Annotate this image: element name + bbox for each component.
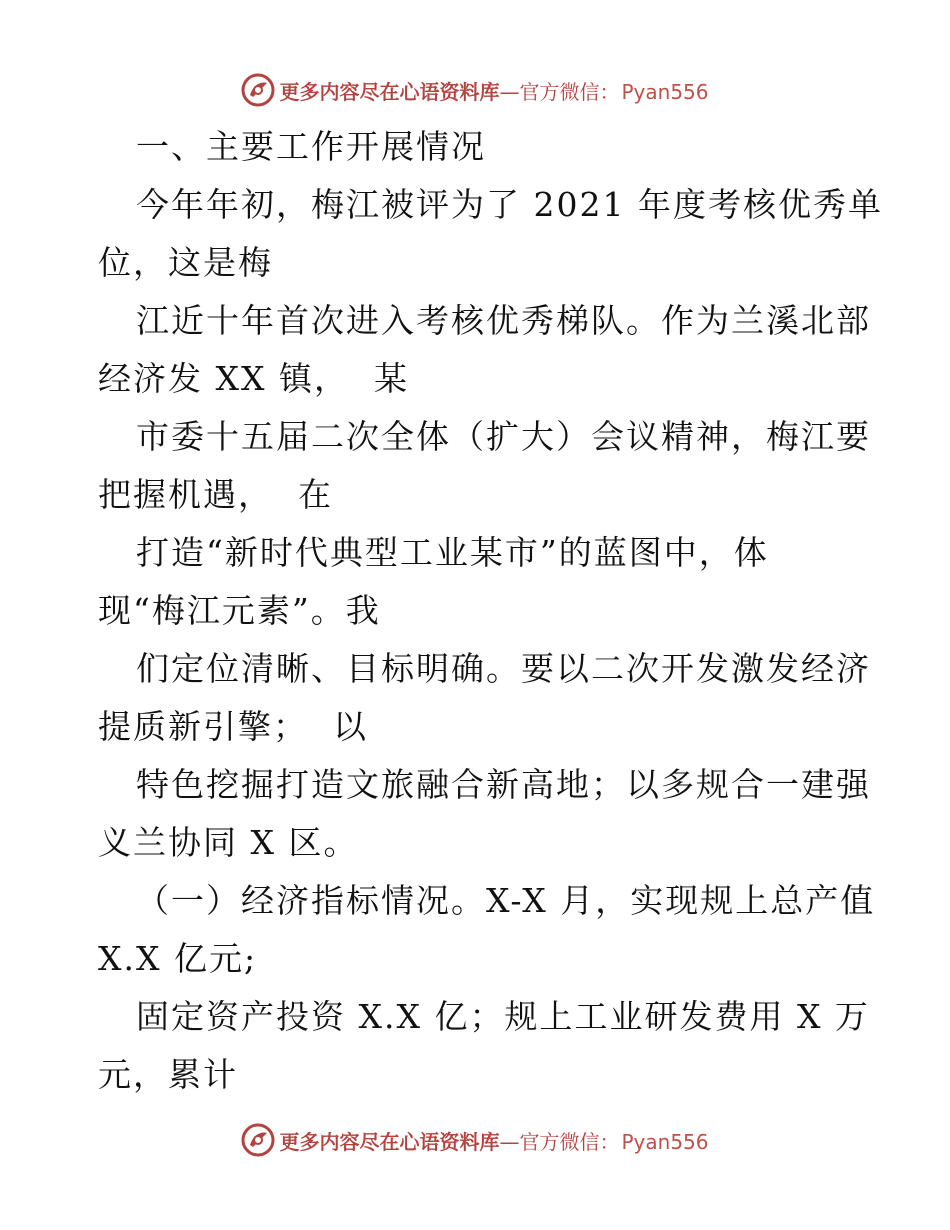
body-line: 义兰协同 X 区。	[98, 823, 359, 862]
body-line: 把握机遇， 在	[98, 475, 333, 514]
body-line: X.X 亿元;	[98, 939, 258, 978]
body-line: 固定资产投资 X.X 亿；规上工业研发费用 X 万	[136, 997, 870, 1036]
body-line: 一、主要工作开展情况	[136, 127, 486, 166]
logo-icon	[241, 73, 275, 107]
watermark-wechat-id: Pyan556	[621, 79, 709, 104]
body-line: 位，这是梅	[98, 243, 273, 282]
watermark-brand: 更多内容尽在心语资料库	[279, 79, 500, 104]
footer-watermark	[0, 1118, 950, 1162]
body-line: 经济发 XX 镇， 某	[98, 359, 409, 398]
watermark-text	[279, 76, 708, 105]
header-watermark	[0, 68, 950, 112]
body-line: 特色挖掘打造文旅融合新高地；以多规合一建强	[136, 765, 871, 804]
watermark-separator: —官方微信：	[499, 1129, 620, 1154]
watermark-text	[279, 1126, 708, 1155]
logo-icon	[241, 1123, 275, 1157]
body-line: 提质新引擎； 以	[98, 707, 368, 746]
body-line: 们定位清晰、目标明确。要以二次开发激发经济	[136, 649, 871, 688]
body-line: 市委十五届二次全体（扩大）会议精神，梅江要	[136, 417, 871, 456]
document-body	[98, 118, 883, 1104]
watermark-wechat-id: Pyan556	[621, 1129, 709, 1154]
body-line: 江近十年首次进入考核优秀梯队。作为兰溪北部	[136, 301, 871, 340]
body-line: 打造“新时代典型工业某市”的蓝图中，体	[136, 533, 769, 572]
watermark-separator: —官方微信：	[499, 79, 620, 104]
body-line: 今年年初，梅江被评为了 2021 年度考核优秀单	[136, 185, 883, 224]
body-line: 元，累计	[98, 1055, 238, 1094]
body-line: （一）经济指标情况。X-X 月，实现规上总产值	[136, 881, 876, 920]
watermark-brand: 更多内容尽在心语资料库	[279, 1129, 500, 1154]
body-line: 现“梅江元素”。我	[98, 591, 381, 630]
